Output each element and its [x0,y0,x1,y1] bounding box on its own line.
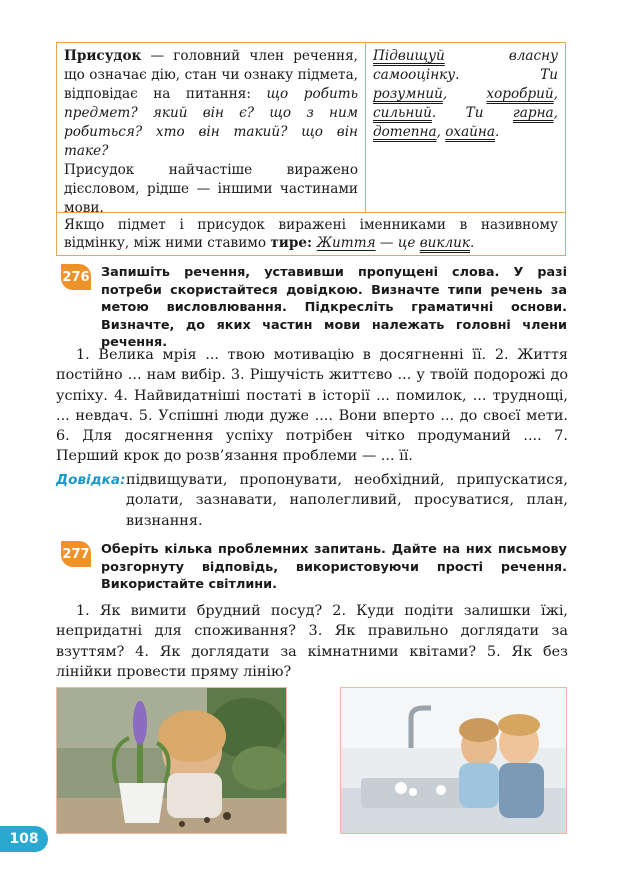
photo-girl-with-flower [56,687,287,834]
rule-examples: Підвищуй власну самооцінку. Ти розумний, хоробрий, сильний. Ти гарна, дотепна, охайна. [366,43,565,213]
exercise-277-text: 1. Як вимити брудний посуд? 2. Куди подіти залишки їжі, непридатні для споживання? 3. Як правильно доглядати за взуттям? 4. Як доглядати за кімнатними квітами? 5. Як без лінійки провести пряму лінію? [56,603,568,680]
exercise-276-badge: 276 [61,264,91,290]
rule-dash-note: Якщо підмет і присудок виражені іменниками в називному відмінку, між ними ставимо тире: Життя — це виклик. [64,217,558,251]
exercise-276-task: Запишіть речення, уставивши пропущені слова. У разі потреби скористайтеся довідкою. Визначте типи речень за метою висловлювання. Підкресліть граматичні основи. Визначте, до яких частин мови належать головні члени речення. [101,265,567,350]
exercise-277-task: Оберіть кілька проблемних запитань. Дайте на них письмову розгорнуту відповідь, використовуючи прості речення. Використайте світлини. [101,542,567,592]
term-predicate: Присудок [64,48,142,64]
hint-block: Довідка: підвищувати, пропонувати, необхідний, припускатися, долати, зазнавати, наполегливий, просуватися, план, визнання. [56,470,568,531]
rule-box [56,42,566,256]
rule-definition: Присудок — головний член речення, що означає дію, стан чи ознаку підмета, відповідає на питання: що робить предмет? який він є? що з ним робиться? хто він такий? що він таке? Присудок найчастіше виражено дієсловом, рідше — іншими частинами мови. [57,43,366,213]
hint-words: підвищувати, пропонувати, необхідний, припускатися, долати, зазнавати, наполегливий, просуватися, план, визнання. [126,472,568,529]
predicate-questions: що робить предмет? який він є? що з ним робиться? хто він такий? що він таке? [64,86,358,159]
page-number: 108 [0,826,48,852]
exercise-276-text: 1. Велика мрія ... твою мотивацію в досягненні її. 2. Життя постійно ... нам вибір. 3. Рішучість життєво ... у твоїй подорожі до успіху. 4. Найвидатніші постаті в історії ... помилок, ... труднощі, ... невдач. 5. Успішні люди дуже .... Вони вперто ... до своєї мети. 6. Для досягнення успіху потрібен чітко продуманий .... 7. Перший крок до розв’язання проблеми — ... її. [56,347,568,465]
photo-children-washing-dishes [340,687,567,834]
exercise-277-badge: 277 [61,541,91,567]
hint-label: Довідка [56,472,121,488]
